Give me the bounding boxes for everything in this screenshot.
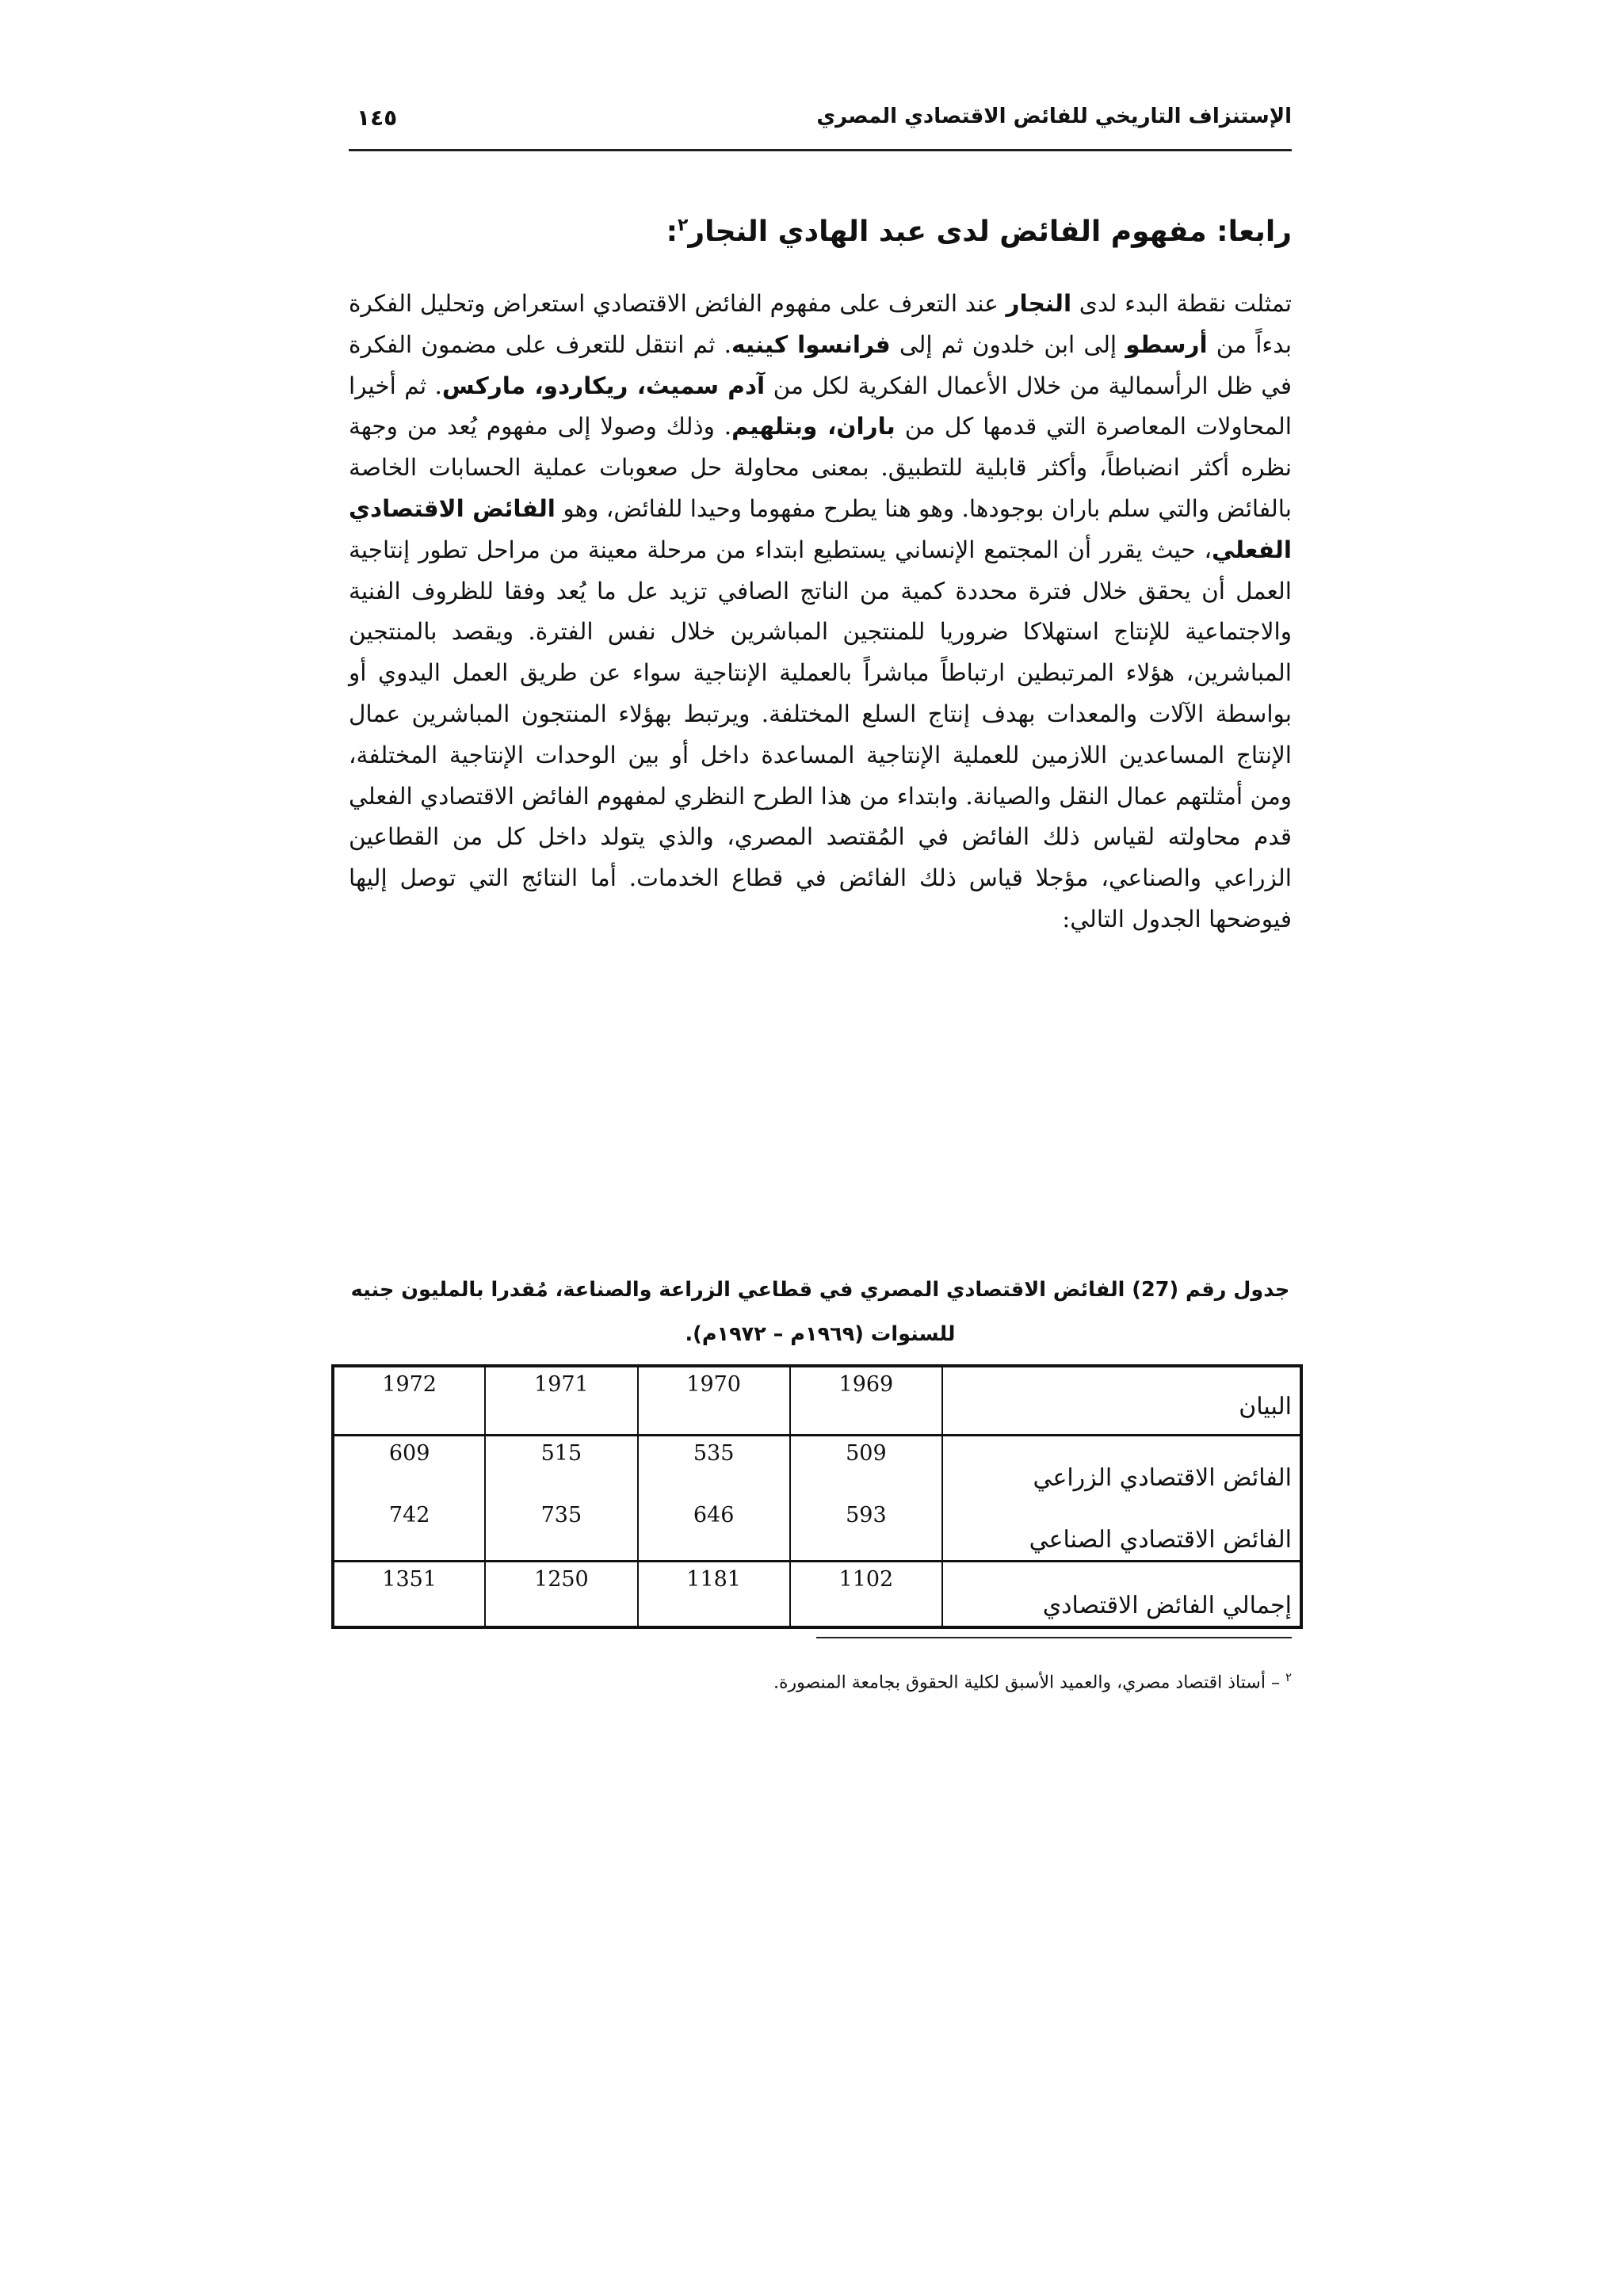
section-heading-colon: : bbox=[666, 215, 678, 248]
table-cell: 742 bbox=[333, 1498, 485, 1562]
header-title: الإستنزاف التاريخي للفائض الاقتصادي المصري bbox=[816, 105, 1292, 128]
body-text-run: إلى ابن خلدون ثم إلى bbox=[890, 330, 1126, 358]
body-bold-run: فرانسوا كينيه bbox=[731, 330, 891, 358]
body-text-run: ، حيث يقرر أن المجتمع الإنساني يستطيع ابتداء من مرحلة معينة من مراحل تطور إنتاجية العمل أن يحقق خلال فترة محددة كمية من الناتج الصافي تزيد عل ما يُعد وفقا للظروف الفنية والاجتماعية للإنتاج استهلاكا ضروريا للمنتجين المباشرين خلال نفس الفترة. ويقصد بالمنتجين المباشرين، هؤلاء المرتبطين ارتباطاً مباشراً بالعملية الإنتاجية سواء عن طريق العمل اليدوي أو بواسطة الآلات والمعدات بهدف إنتاج السلع المختلفة. ويرتبط بهؤلاء المنتجون المباشرين عمال الإنتاج المساعدين اللازمين للعملية الإنتاجية المساعدة داخل أو بين الوحدات الإنتاجية المختلفة، ومن أمثلتهم عمال النقل والصيانة. وابتداء من هذا الطرح النظري لمفهوم الفائض الاقتصادي الفعلي قدم محاولته لقياس ذلك الفائض في المُقتصد المصري، والذي يتولد داخل كل من القطاعين الزراعي والصناعي، مؤجلا قياس ذلك الفائض في قطاع الخدمات. أما النتائج التي توصل إليها فيوضحها الجدول التالي: bbox=[349, 536, 1292, 933]
table-header-label: البيان bbox=[942, 1366, 1301, 1436]
row-label: إجمالي الفائض الاقتصادي bbox=[942, 1562, 1301, 1628]
table-row bbox=[333, 1498, 1301, 1562]
body-text-run: تمثلت نقطة البدء لدى bbox=[1071, 290, 1293, 317]
table-cell: 735 bbox=[485, 1498, 637, 1562]
footnote bbox=[349, 1670, 1292, 1692]
body-bold-run: آدم سميث، ريكاردو، ماركس bbox=[441, 372, 766, 399]
table-caption-line: جدول رقم (27) الفائض الاقتصادي المصري في قطاعي الزراعة والصناعة، مُقدرا بالمليون جنيه bbox=[350, 1278, 1290, 1302]
table-caption-line: للسنوات (١٩٦٩م – ١٩٧٢م). bbox=[685, 1322, 956, 1346]
table-cell: 515 bbox=[485, 1436, 637, 1499]
page-number: ١٤٥ bbox=[357, 105, 398, 131]
body-text-run: . ثم انتقل للتعرف على مضمون الفكرة في ظل الرأسمالية من خلال الأعمال الفكرية لكل من bbox=[349, 330, 1292, 399]
surplus-table bbox=[331, 1364, 1303, 1629]
table-cell: 1351 bbox=[333, 1562, 485, 1628]
table-header-year: 1971 bbox=[485, 1366, 637, 1436]
running-header bbox=[349, 101, 1292, 151]
table-header-row bbox=[333, 1366, 1301, 1436]
table-row bbox=[333, 1436, 1301, 1499]
section-heading bbox=[349, 215, 1292, 248]
body-paragraph bbox=[349, 284, 1292, 940]
section-heading-text: رابعا: مفهوم الفائض لدى عبد الهادي النجار bbox=[688, 215, 1292, 248]
table-header-year: 1969 bbox=[790, 1366, 942, 1436]
footnote-marker: ٢ bbox=[1285, 1670, 1292, 1684]
table-total-row bbox=[333, 1562, 1301, 1628]
body-bold-run: النجار bbox=[1006, 290, 1072, 317]
table-cell: 1250 bbox=[485, 1562, 637, 1628]
body-text-run: . وذلك وصولا إلى مفهوم يُعد من وجهة نظره أكثر انضباطاً، وأكثر قابلية للتطبيق. بمعنى محاولة حل صعوبات عملية الحسابات الخاصة بالفائض والتي سلم باران بوجودها. وهو هنا يطرح مفهوما وحيدا للفائض، وهو bbox=[349, 413, 1292, 522]
body-bold-run: أرسطو bbox=[1125, 330, 1208, 358]
table-caption bbox=[349, 1268, 1292, 1356]
table-header-year: 1970 bbox=[638, 1366, 790, 1436]
table-cell: 509 bbox=[790, 1436, 942, 1499]
table-cell: 1102 bbox=[790, 1562, 942, 1628]
row-label: الفائض الاقتصادي الزراعي bbox=[942, 1436, 1301, 1499]
table-header-year: 1972 bbox=[333, 1366, 485, 1436]
table-cell: 609 bbox=[333, 1436, 485, 1499]
body-text-run: . ثم أخيرا المحاولات المعاصرة التي قدمها كل من bbox=[349, 372, 1292, 441]
body-text-run: عند التعرف على مفهوم الفائض الاقتصادي استعراض وتحليل الفكرة بدءاً من bbox=[349, 290, 1292, 358]
row-label: الفائض الاقتصادي الصناعي bbox=[942, 1498, 1301, 1562]
table-cell: 535 bbox=[638, 1436, 790, 1499]
table-cell: 1181 bbox=[638, 1562, 790, 1628]
footnote-divider bbox=[816, 1637, 1292, 1638]
table-cell: 646 bbox=[638, 1498, 790, 1562]
body-bold-run: باران، وبتلهيم bbox=[731, 413, 896, 441]
footnote-text: – أستاذ اقتصاد مصري، والعميد الأسبق لكلية الحقوق بجامعة المنصورة. bbox=[773, 1672, 1285, 1693]
body-bold-run: الفائض الاقتصادي الفعلي bbox=[349, 494, 1292, 563]
heading-footnote-ref: ٢ bbox=[677, 215, 689, 235]
table-cell: 593 bbox=[790, 1498, 942, 1562]
